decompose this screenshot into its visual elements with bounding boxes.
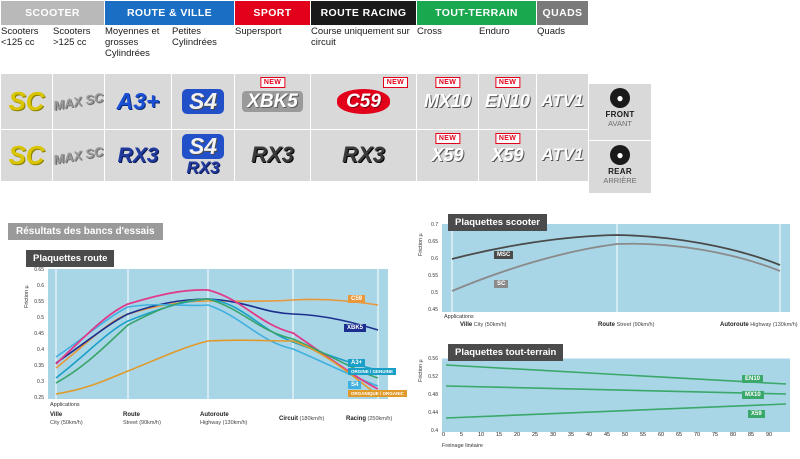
pad-badge-rx3: RX3 [251,142,294,167]
ytick: 0.4 [37,347,44,353]
xtick-secondary: (180km/h) [299,416,325,422]
xtick-secondary: Street (90km/h) [123,420,161,426]
legend-route-organique: ORGANIQUE / ORGANIC [348,390,407,397]
axis-label-y-route: Friction µ [24,285,30,308]
cell-front-enduro[interactable] [479,74,537,130]
xtick: 45 [604,432,611,438]
xtick-primary: Autoroute [200,412,229,418]
cell-front-cross[interactable] [417,74,479,130]
pad-badge-rx3: RX3 [342,142,385,167]
xtick: 80 [730,432,737,438]
xticks-tt [442,432,790,441]
ytick: 0.55 [428,273,438,279]
category-scooter: SCOOTER [1,1,105,26]
cell-rear-petites[interactable] [172,130,235,182]
xtick-primary: Route [123,412,140,418]
subheader-cross: Cross [417,26,479,74]
xtick: 75 [712,432,719,438]
subheader-petites-cylindrees: Petites Cylindrées [172,26,235,74]
rear-label: REAR [608,167,632,176]
applications-label-scooter: Applications [444,314,474,320]
pad-badge-atv1: ATV1 [541,145,584,164]
xtick: 20 [514,432,521,438]
category-header-row [1,1,589,26]
ytick: 0.45 [34,331,44,337]
legend-route-c59: C59 [348,295,365,303]
plot-area-route [48,269,404,399]
xtick-secondary: Street (90km/h) [616,322,655,328]
legend-scooter-msc: MSC [494,251,513,259]
cell-front-petites[interactable] [172,74,235,130]
cell-rear-supersport[interactable] [235,130,311,182]
pad-badge-s4: S4 [182,89,224,114]
xtick: 30 [550,432,557,438]
xtick-primary: Circuit [279,416,299,422]
xtick: 40 [586,432,593,438]
cell-rear-moyennes[interactable] [105,130,172,182]
ytick: 0.45 [428,307,438,313]
axis-label-y-scooter: Friction µ [418,233,424,256]
rear-sublabel: ARRIÈRE [603,176,637,185]
plot-lines-scooter [442,224,790,312]
new-badge: NEW [383,77,408,88]
pad-badge-maxsc: MAX SC [52,89,105,113]
ytick: 0.5 [37,315,44,321]
ytick: 0.6 [37,283,44,289]
front-label: FRONT [605,110,635,119]
rear-disc-icon: ● [610,145,630,165]
front-sublabel: AVANT [608,119,632,128]
subheader-course-circuit: Course uniquement sur circuit [311,26,417,74]
xtick: 5 [460,432,464,438]
xtick: 25 [532,432,539,438]
product-range-table [0,0,800,196]
legend-route-s4: S4 [348,381,361,389]
ytick: 0.48 [428,392,438,398]
pad-badge-a3: A3+ [116,87,160,114]
position-front [589,84,651,140]
pad-badge-s4: S4 [182,134,224,159]
pad-badge-x59: X59 [431,144,464,165]
axis-label-x-tt: Freinage linéaire [442,443,483,449]
xtick-primary: Racing [346,416,367,422]
category-route-racing: ROUTE RACING [311,1,417,26]
xtick-secondary: Highway (130km/h) [200,420,248,426]
front-disc-icon: ● [610,88,630,108]
cell-front-scooter-lt125[interactable] [1,74,53,130]
xtick-secondary: City (50km/h) [473,322,507,328]
cell-front-moyennes[interactable] [105,74,172,130]
pad-badge-rx3: RX3 [186,157,220,177]
category-tout-terrain: TOUT-TERRAIN [417,1,537,26]
xtick: 35 [568,432,575,438]
ytick: 0.25 [34,395,44,401]
cell-rear-scooter-gt125[interactable] [53,130,105,182]
subheader-supersport: Supersport [235,26,311,74]
ytick: 0.56 [428,356,438,362]
xtick: 10 [478,432,485,438]
xtick: 0 [442,432,446,438]
category-route-ville: ROUTE & VILLE [105,1,235,26]
cell-rear-cross[interactable] [417,130,479,182]
plot-area-tt [442,358,790,432]
xtick-primary: Ville [460,322,473,328]
legend-route-xbk5: XBK5 [344,324,366,332]
subheader-scooter-lt125: Scooters <125 cc [1,26,53,74]
chart-plaquettes-route [24,253,404,441]
subheader-quads: Quads [537,26,589,74]
pad-badge-atv1: ATV1 [541,91,584,110]
xtick-secondary: Highway (130km/h) [750,322,798,328]
legend-tt-mx10: MX10 [742,391,764,399]
new-badge: NEW [495,77,520,88]
xtick: 70 [694,432,701,438]
pad-badge-mx10: MX10 [424,90,472,111]
xtick-secondary: (250km/h) [367,416,393,422]
subheader-row [1,26,589,74]
legend-route-a3: A3+ [348,359,365,367]
ytick: 0.3 [37,379,44,385]
plot-lines-route [48,269,388,399]
xtick: 55 [640,432,647,438]
new-badge: NEW [495,133,520,144]
ytick: 0.7 [431,222,438,228]
pad-badge-sc: SC [8,140,45,170]
xtick: 15 [496,432,503,438]
pad-reference-table [0,0,589,182]
xtick: 85 [748,432,755,438]
subheader-scooter-gt125: Scooters >125 cc [53,26,105,74]
chart-plaquettes-tout-terrain [420,344,790,454]
chart-title-scooter: Plaquettes scooter [448,214,547,231]
pad-badge-maxsc: MAX SC [52,143,105,167]
category-quads: QUADS [537,1,589,26]
new-badge: NEW [260,77,285,88]
ytick: 0.55 [34,299,44,305]
subheader-moyennes-grosses: Moyennes et grosses Cylindrées [105,26,172,74]
xtick: 50 [622,432,629,438]
cell-front-quads[interactable] [537,74,589,130]
plot-area-scooter [442,224,790,312]
legend-route-origine: ORGINE / GENUINE [348,368,396,375]
ytick: 0.6 [431,256,438,262]
ytick: 0.4 [431,428,438,434]
xtick-primary: Route [598,322,615,328]
xtick-primary: Autoroute [720,322,749,328]
table-row-front [1,74,589,130]
chart-title-tout-terrain: Plaquettes tout-terrain [448,344,563,361]
xtick: 65 [676,432,683,438]
table-row-rear [1,130,589,182]
cell-rear-enduro[interactable] [479,130,537,182]
xtick: 90 [766,432,773,438]
legend-tt-x59: X59 [748,410,765,418]
applications-label-route: Applications [50,402,80,408]
charts-area [0,196,800,459]
chart-title-route: Plaquettes route [26,250,114,267]
ytick: 0.65 [428,239,438,245]
chart-plaquettes-scooter [418,214,798,334]
category-sport: SPORT [235,1,311,26]
subheader-enduro: Enduro [479,26,537,74]
xtick: 60 [658,432,665,438]
legend-scooter-sc: SC [494,280,508,288]
cell-front-racing[interactable] [311,74,417,130]
cell-front-supersport[interactable] [235,74,311,130]
ytick: 0.44 [428,410,438,416]
pad-badge-x59: X59 [491,144,524,165]
new-badge: NEW [435,77,460,88]
ytick: 0.35 [34,363,44,369]
pad-badge-xbk5: XBK5 [242,91,303,112]
xtick-primary: Ville [50,412,63,418]
cell-front-scooter-gt125[interactable] [53,74,105,130]
pad-badge-c59: C59 [337,89,390,114]
new-badge: NEW [435,133,460,144]
ytick: 0.52 [428,374,438,380]
pad-badge-en10: EN10 [485,90,531,111]
section-title: Résultats des bancs d'essais [8,223,163,240]
plot-lines-tt [442,358,790,432]
position-rear [589,141,651,193]
legend-tt-en10: EN10 [742,375,763,383]
axis-label-y-tt: Friction µ [418,359,424,382]
xtick-secondary: City (50km/h) [50,420,83,426]
pad-badge-sc: SC [8,86,45,116]
pad-badge-rx3: RX3 [117,143,159,167]
cell-rear-scooter-lt125[interactable] [1,130,53,182]
cell-rear-quads[interactable] [537,130,589,182]
cell-rear-racing[interactable] [311,130,417,182]
ytick: 0.65 [34,267,44,273]
ytick: 0.5 [431,290,438,296]
